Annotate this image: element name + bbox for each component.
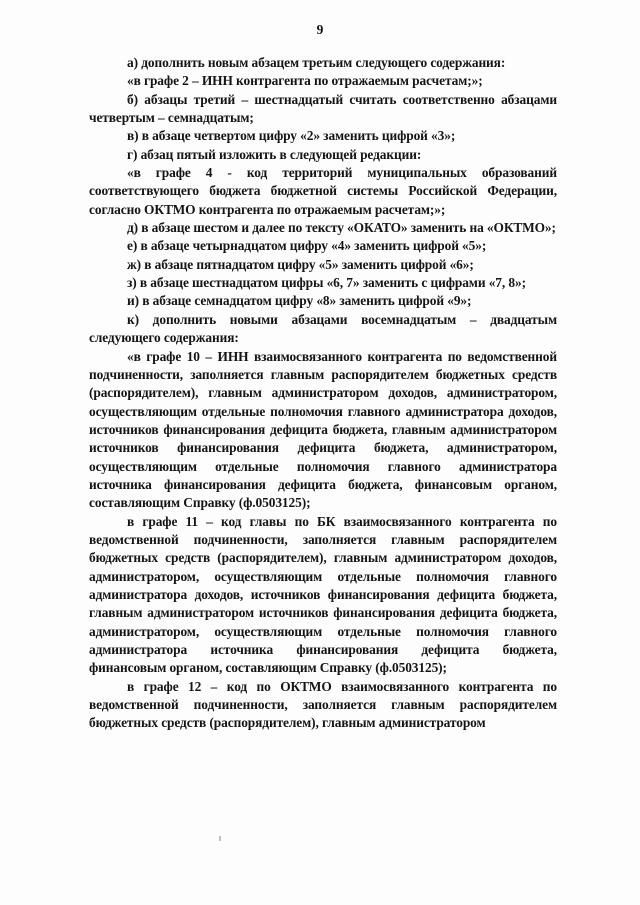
page-number: 9: [316, 22, 324, 37]
paragraph-b: б) абзацы третий – шестнадцатый считать соответственно абзацами четвертым – семнадцатым;: [89, 91, 557, 126]
paragraph-graph-10: «в графе 10 – ИНН взаимосвязанного контрагента по ведомственной подчиненности, заполняется главным распорядителем бюджетных средств (распорядителем), главным администратором доходов, администратором, осуществляющим отдельные полномочия главного администратора доходов, источников финансирования дефицита бюджета, главным администратором источников финансирования дефицита бюджета, администратором, осуществляющим отдельные полномочия главного администратора источника финансирования дефицита бюджета, финансовым органом, составляющим Справку (ф.0503125);: [89, 348, 557, 511]
paragraph-g-quote: «в графе 4 - код территорий муниципальных образований соответствующего бюджета бюджетной системы Российской Федерации, согласно ОКТМО контрагента по отражаемым расчетам;»;: [89, 165, 557, 217]
paragraph-a-quote: «в графе 2 – ИНН контрагента по отражаемым расчетам;»;: [127, 73, 483, 89]
paragraph-graph-11: в графе 11 – код главы по БК взаимосвязанного контрагента по ведомственной подчиненности, заполняется главным распорядителем бюджетных средств (распорядителем), главным администратором доходов, администратором, осуществляющим отдельные полномочия главного администратора доходов, источников финансирования дефицита бюджета, главным администратором источников финансирования дефицита бюджета, администратором, осуществляющим отдельные полномочия главного администратора источника финансирования дефицита бюджета, финансовым органом, составляющим Справку (ф.0503125);: [89, 513, 557, 676]
paragraph-i: и) в абзаце семнадцатом цифру «8» заменить цифрой «9»;: [127, 293, 472, 309]
paragraph-e: е) в абзаце четырнадцатом цифру «4» заменить цифрой «5»;: [127, 238, 487, 254]
paragraph-a: а) дополнить новым абзацем третьим следующего содержания:: [127, 55, 506, 70]
paragraph-z: з) в абзаце шестнадцатом цифры «6, 7» заменить с цифрами «7, 8»;: [127, 275, 526, 291]
document-body: [89, 54, 557, 733]
paragraph-k: к) дополнить новыми абзацами восемнадцатым – двадцатым следующего содержания:: [89, 311, 557, 346]
paragraph-graph-12: в графе 12 – код по ОКТМО взаимосвязанного контрагента по ведомственной подчиненности, заполняется главным распорядителем бюджетных средств (распорядителем), главным администратором: [89, 678, 557, 731]
paragraph-zh: ж) в абзаце пятнадцатом цифру «5» заменить цифрой «6»;: [127, 256, 474, 272]
paragraph-g: г) абзац пятый изложить в следующей редакции:: [127, 146, 422, 162]
paragraph-d: д) в абзаце шестом и далее по тексту «ОКАТО» заменить на «ОКТМО»;: [127, 220, 556, 236]
paragraph-v: в) в абзаце четвертом цифру «2» заменить цифрой «3»;: [127, 128, 456, 144]
scan-speck: [219, 836, 221, 841]
